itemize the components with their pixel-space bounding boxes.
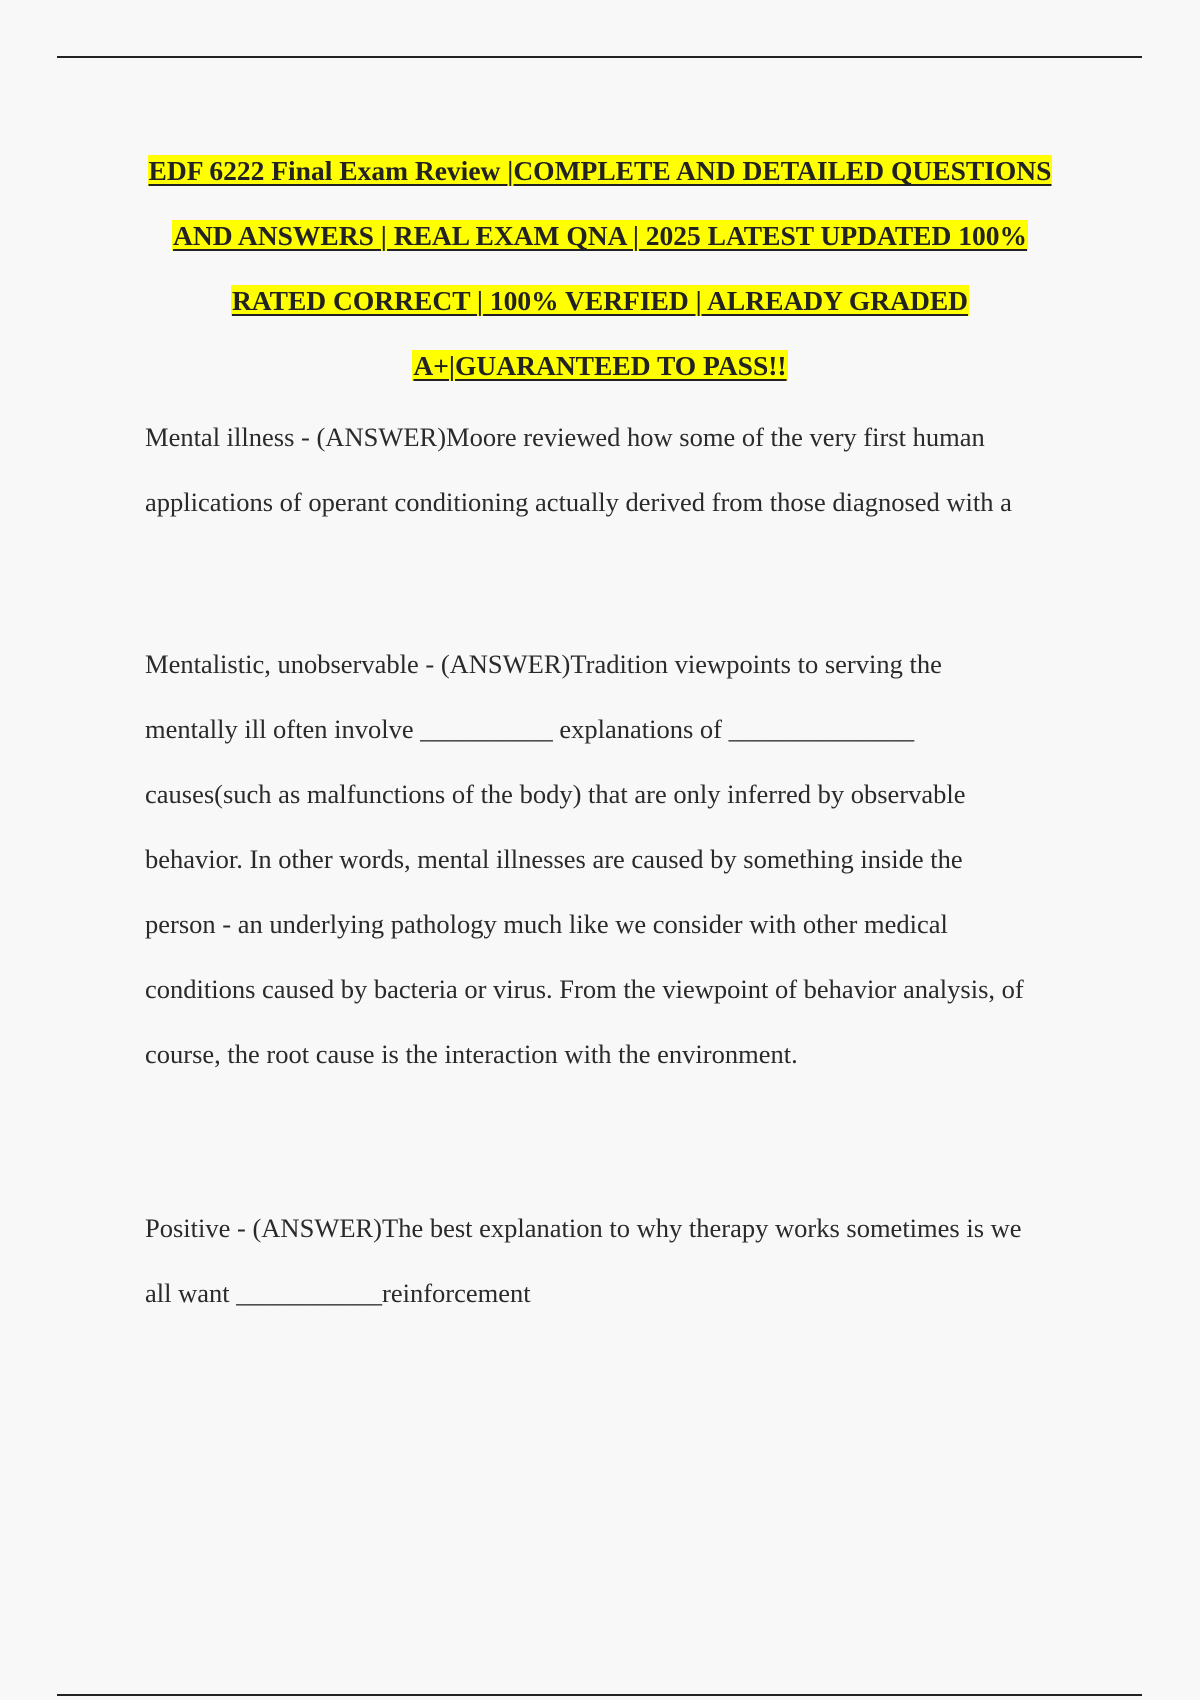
qa-text-line: Mentalistic, unobservable - (ANSWER)Tradition viewpoints to serving the [145,649,942,679]
title-line [0,268,1200,333]
title-text: A+|GUARANTEED TO PASS!! [413,350,787,381]
title-text: AND ANSWERS | REAL EXAM QNA | 2025 LATEST UPDATED 100% [172,220,1028,251]
title-line [0,203,1200,268]
title-line [0,138,1200,203]
header-rule [57,56,1142,58]
qa-item-mental-illness [145,405,1095,535]
document-title [0,138,1200,398]
qa-text-line: Mental illness - (ANSWER)Moore reviewed how some of the very first human [145,422,985,452]
qa-text-line: all want ___________reinforcement [145,1278,531,1308]
qa-item-mentalistic [145,632,1095,1087]
qa-item-positive [145,1196,1095,1326]
title-text: RATED CORRECT | 100% VERFIED | ALREADY GRADED [231,285,969,316]
qa-text-line: course, the root cause is the interaction with the environment. [145,1039,798,1069]
qa-text-line: person - an underlying pathology much like we consider with other medical [145,909,948,939]
qa-text-line: conditions caused by bacteria or virus. From the viewpoint of behavior analysis, of [145,974,1024,1004]
qa-text-line: causes(such as malfunctions of the body) that are only inferred by observable [145,779,966,809]
title-line [0,333,1200,398]
qa-text-line: behavior. In other words, mental illnesses are caused by something inside the [145,844,963,874]
qa-text-line: mentally ill often involve __________ explanations of ______________ [145,714,915,744]
qa-text-line: Positive - (ANSWER)The best explanation to why therapy works sometimes is we [145,1213,1022,1243]
title-text: EDF 6222 Final Exam Review |COMPLETE AND DETAILED QUESTIONS [148,155,1052,186]
qa-text-line: applications of operant conditioning actually derived from those diagnosed with a [145,487,1012,517]
footer-rule [57,1694,1142,1696]
